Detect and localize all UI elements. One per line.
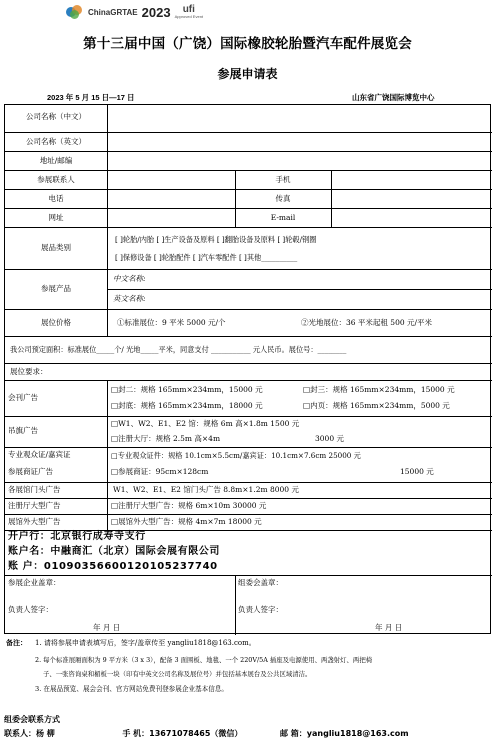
ufi-text: ufi [182,4,195,15]
organizer-date: 年 月 日 [375,623,403,632]
exhibitor-seal-label: 参展企业盖章： [8,578,61,587]
contact-person-label: 参展联系人 [37,175,75,184]
catalog-ad-inside-back[interactable]: □封三：规格 165mm×234mm，15000 元 [303,385,455,394]
category-label: 展品类别 [41,243,71,252]
fax-label: 传真 [275,194,291,203]
category-options-line1[interactable]: [ ]轮胎/内胎 [ ]生产设备及原料 [ ]翻胎设备及原料 [ ]轮毂/钢圈 [115,235,317,244]
catalog-ad-label: 会刊广告 [8,393,38,402]
website-field[interactable] [108,209,234,226]
hall-ad-label: 注册厅大型广告 [8,501,61,510]
ufi-badge [175,5,203,19]
note-2-line2: 子、一张咨询桌和楣板一块（印有中英文公司名称及展位号）并包括基本展台及公共区域清洁。 [43,670,312,678]
account-name: 账户名：中融商汇（北京）国际会展有限公司 [8,546,220,557]
card-ad-label-2: 参展商证广告 [8,467,53,476]
website-label: 网址 [48,213,64,222]
fax-field[interactable] [332,190,491,207]
price-raw-space[interactable]: ②光地展位：36 平米起租 500 元/平米 [301,318,433,327]
event-date: 2023 年 5 月 15 日—17 日 [47,93,135,102]
organizer-signature-area[interactable] [236,576,491,634]
price-label: 展位价格 [41,318,71,327]
flag-ad-registration-price: 3000 元 [315,434,344,443]
exhibitor-date: 年 月 日 [93,623,121,632]
event-logo [66,2,203,22]
ufi-sub: Approved Event [174,14,204,19]
email-field[interactable] [332,209,491,226]
page-subtitle: 参展申请表 [217,67,278,81]
logo-text: ChinaGRTAE [88,7,138,17]
exhibitor-signature-label: 负责人签字： [8,605,53,614]
address-field[interactable] [108,152,491,169]
address-label: 地址/邮编 [39,156,73,165]
card-ad-exhibitor[interactable]: □参展商证：95cm×128cm [111,467,209,476]
hall-ad-option[interactable]: □注册厅大型广告：规格 6m×10m 30000 元 [111,501,267,510]
booking-statement[interactable]: 我公司预定面积：标准展位_____个/ 光地_____平米，同意支付 ___________ 元人民币。展位号：________ [10,345,347,354]
page-title: 第十三届中国（广饶）国际橡胶轮胎暨汽车配件展览会 [83,36,412,52]
note-3: 3. 在展品预览、展会会刊、官方网站免费刊登参展企业基本信息。 [35,685,229,693]
catalog-ad-inner-page[interactable]: □内页：规格 165mm×234mm，5000 元 [303,401,450,410]
category-options-line2[interactable]: [ ]保修设备 [ ]轮胎配件 [ ]汽车零配件 [ ]其他__________ [115,253,298,262]
email-label: E-mail [270,213,296,222]
logo-year: 2023 [141,4,171,20]
catalog-ad-inside-front[interactable]: □封二：规格 165mm×234mm，15000 元 [111,385,263,394]
application-form [4,104,491,634]
contact-person-field[interactable] [108,171,234,188]
card-ad-visitor[interactable]: □专业观众证件：规格 10.1cm×5.5cm/嘉宾证：10.1cm×7.6cm 25000 元 [111,451,361,460]
organizer-contact-info [4,728,409,739]
organizer-seal-label: 组委会盖章： [238,578,283,587]
contact-email[interactable]: 邮 箱：yangliu1818@163.com [280,729,409,738]
flag-ad-halls[interactable]: □W1、W2、E1、E2 馆：规格 6m 高×1.8m 1500 元 [111,419,300,428]
logo-globe-icon [66,5,84,19]
bank-name: 开户行：北京银行成寿寺支行 [8,531,146,542]
organizer-contact-title: 组委会联系方式 [4,715,60,724]
outside-ad-label: 展馆外大型广告 [8,517,61,526]
phone-label: 电话 [48,194,64,203]
product-name-en[interactable]: 英文名称: [113,294,146,303]
company-name-en-field[interactable] [108,133,491,150]
note-2-line1: 2. 每个标准展厢面积为 9 平方米（3 x 3），配备 3 面围板、地毯、一个 220V/5A 插座及电源使用、两盏射灯、两把椅 [35,656,373,664]
gate-ad-option[interactable]: W1、W2、E1、E2 馆门头广告 8.8m×1.2m 8000 元 [113,485,299,494]
gate-ad-label: 各展馆门头广告 [8,485,61,494]
account-number: 账 户：01090356600120105237740 [8,561,218,572]
card-ad-exhibitor-price: 15000 元 [400,467,434,476]
contact-mobile: 手 机：13671078465（微信） [122,729,243,738]
event-venue: 山东省广饶国际博览中心 [352,93,435,102]
note-1: 1. 请将参展申请表填写后，签字/盖章传至 yangliu1818@163.com。 [35,639,256,647]
organizer-signature-label: 负责人签字： [238,605,283,614]
product-name-cn[interactable]: 中文名称: [113,274,146,283]
phone-field[interactable] [108,190,234,207]
company-name-cn-field[interactable] [108,106,491,131]
flag-ad-label: 吊旗广告 [8,426,38,435]
price-standard-booth[interactable]: ①标准展位：9 平米 5000 元/个 [117,318,226,327]
exhibitor-signature-area[interactable] [6,576,234,634]
card-ad-label-1: 专业观众证/嘉宾证 [8,450,71,459]
flag-ad-registration[interactable]: □注册大厅：规格 2.5m 高×4m [111,434,221,443]
products-label: 参展产品 [41,284,71,293]
booth-requirements-title: 展位要求： [10,367,48,376]
company-name-en-label: 公司名称（英文） [26,137,86,146]
mobile-label: 手机 [275,175,291,184]
notes-label: 备注： [6,639,27,647]
mobile-field[interactable] [332,171,491,188]
contact-person: 联系人：杨 柳 [4,729,55,738]
outside-ad-option[interactable]: □展馆外大型广告：规格 4m×7m 18000 元 [111,517,262,526]
company-name-cn-label: 公司名称（中文） [26,112,86,121]
catalog-ad-back-cover[interactable]: □封底：规格 165mm×234mm，18000 元 [111,401,263,410]
